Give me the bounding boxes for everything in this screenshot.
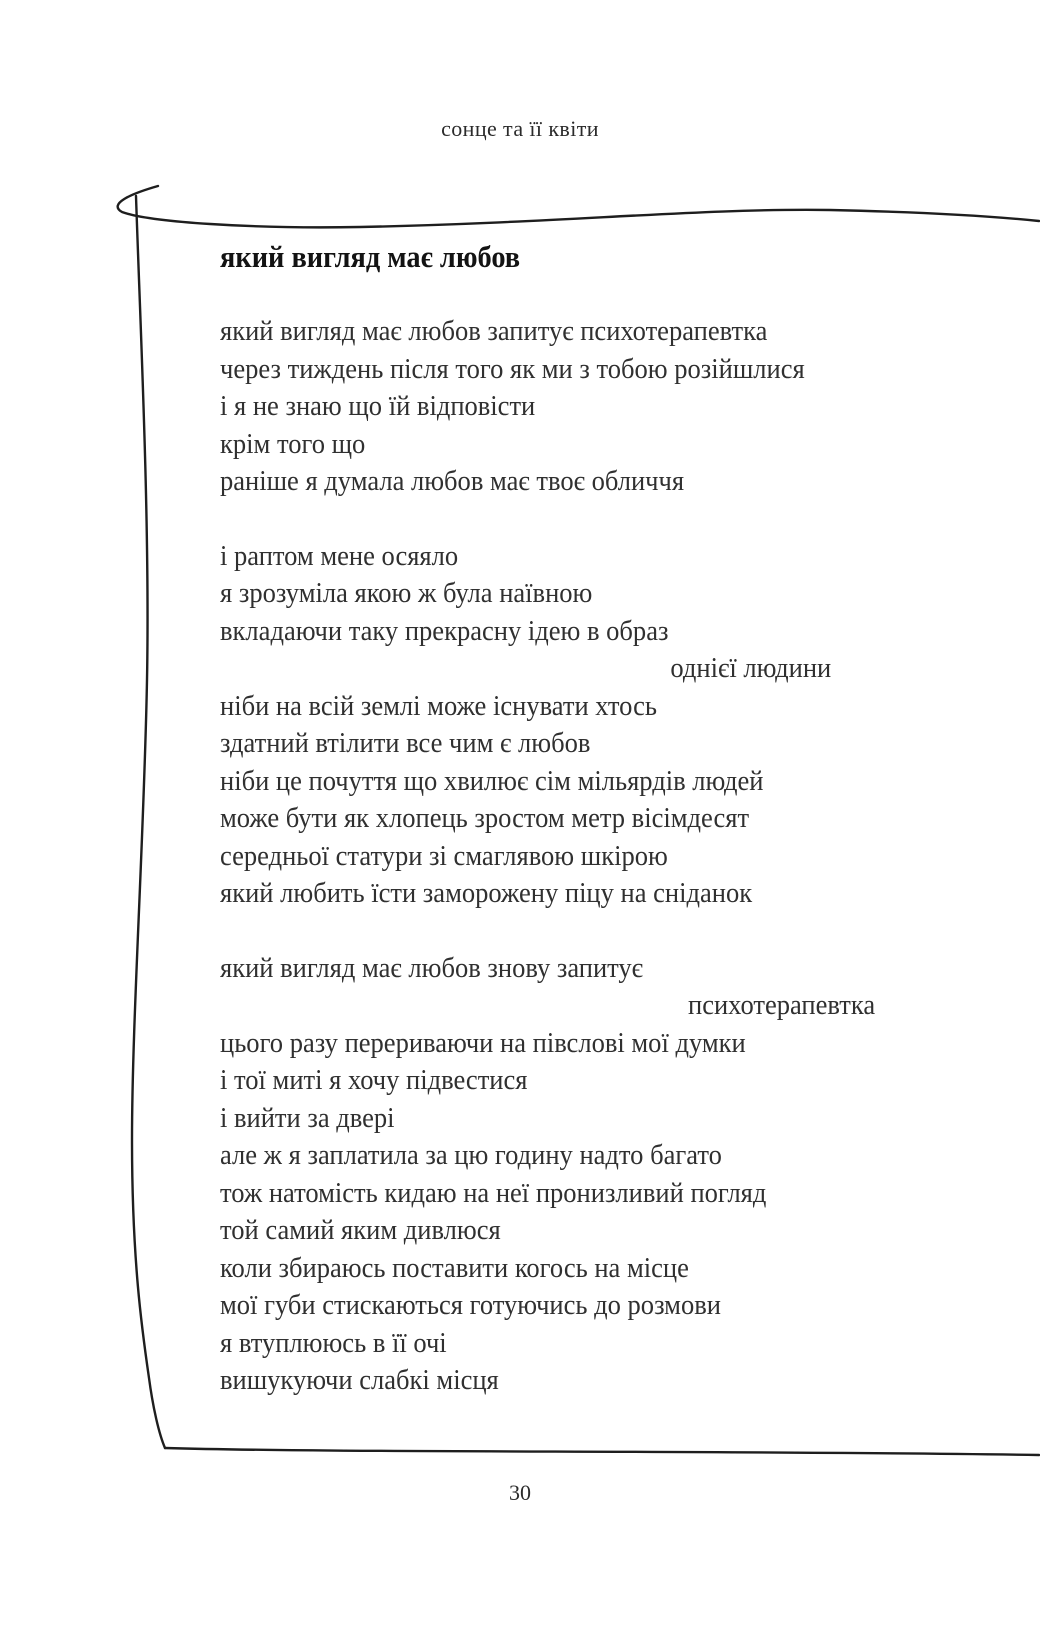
poem-line: я втуплююсь в її очі bbox=[220, 1326, 447, 1359]
poem-line: мої губи стискаються готуючись до розмови bbox=[220, 1289, 721, 1321]
border-bottom-line bbox=[165, 1448, 1039, 1455]
page-number: 30 bbox=[509, 1480, 531, 1505]
poem-line: і вийти за двері bbox=[220, 1101, 395, 1134]
poem-line: який вигляд має любов знову запитує bbox=[220, 951, 644, 984]
poem-line: але ж я заплатила за цю годину надто багато bbox=[220, 1139, 722, 1171]
poem-line: може бути як хлопець зростом метр вісімдесят bbox=[220, 802, 750, 834]
running-head: сонце та її квіти bbox=[441, 116, 599, 141]
poem-line: який любить їсти заморожену піцу на сніданок bbox=[220, 877, 753, 909]
poem-line: я зрозуміла якою ж була наївною bbox=[220, 577, 593, 609]
poem-line: здатний втілити все чим є любов bbox=[220, 727, 591, 759]
stanza-3 bbox=[220, 950, 901, 1400]
poem-line: тож натомість кидаю на неї пронизливий погляд bbox=[220, 1176, 767, 1209]
poem-line: середньої статури зі смаглявою шкірою bbox=[220, 839, 668, 872]
poem-line-right-aligned: психотерапевтка bbox=[688, 989, 876, 1021]
poem-line: вишукуючи слабкі місця bbox=[220, 1364, 499, 1396]
poem-line: який вигляд має любов запитує психотерапевтка bbox=[220, 315, 768, 347]
poem-line: той самий яким дивлюся bbox=[220, 1214, 501, 1246]
border-left-line bbox=[132, 196, 165, 1448]
poem-line: вкладаючи таку прекрасну ідею в образ bbox=[220, 614, 669, 647]
poem-line: і раптом мене осяяло bbox=[220, 539, 459, 572]
poem-line: і я не знаю що їй відповісти bbox=[220, 390, 536, 422]
poem-line: ніби це почуття що хвилює сім мільярдів людей bbox=[220, 764, 764, 797]
poem-line: коли збираюсь поставити когось на місце bbox=[220, 1251, 689, 1284]
poem-line: через тиждень після того як ми з тобою розійшлися bbox=[220, 352, 805, 385]
stanza-2 bbox=[220, 538, 901, 913]
poem-line: раніше я думала любов має твоє обличчя bbox=[220, 465, 685, 497]
poem-line: ніби на всій землі може існувати хтось bbox=[220, 689, 657, 722]
poem-line: і тої миті я хочу підвестися bbox=[220, 1064, 528, 1096]
poem-line: крім того що bbox=[220, 427, 366, 460]
poem-line-right-aligned: однієї людини bbox=[670, 652, 832, 684]
poem-title: який вигляд має любов bbox=[220, 239, 521, 274]
poem bbox=[220, 238, 901, 1437]
border-top-line bbox=[118, 186, 1039, 227]
poem-line: цього разу перериваючи на півслові мої думки bbox=[220, 1026, 746, 1059]
stanza-1 bbox=[220, 313, 901, 501]
